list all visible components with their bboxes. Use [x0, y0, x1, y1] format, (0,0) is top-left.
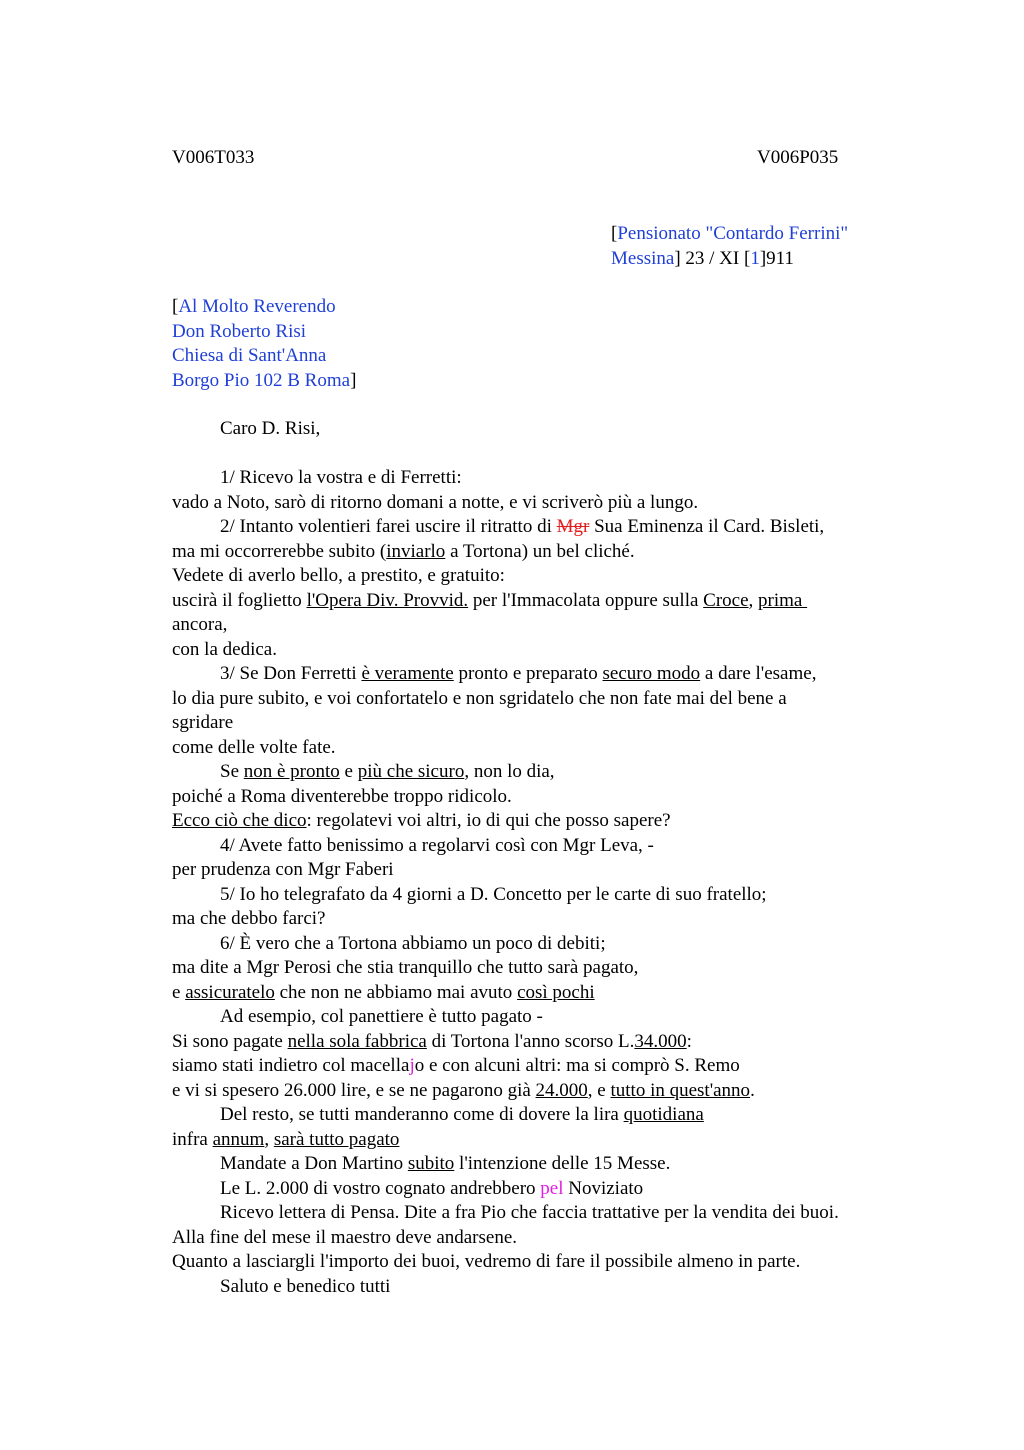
date-year: ]911	[759, 247, 794, 269]
addressee-block	[172, 295, 356, 393]
underlined-text: tutto in quest'anno	[610, 1079, 751, 1101]
bracket: [	[172, 296, 179, 317]
paragraph-6-line: ma dite a Mgr Perosi che stia tranquillo che tutto sarà pagato,	[172, 957, 639, 978]
paragraph-2-line: ancora,	[172, 614, 228, 635]
text: a Tortona) un bel cliché.	[445, 540, 635, 562]
paragraph-6-line: 6/ È vero che a Tortona abbiamo un poco di debiti;	[220, 932, 606, 954]
paragraph-4-line: per prudenza con Mgr Faberi	[172, 859, 394, 880]
underlined-text: non è pronto	[243, 761, 340, 782]
paragraph-2-line	[172, 515, 932, 540]
underlined-text: 24.000	[535, 1079, 588, 1101]
paragraph-1-line: vado a Noto, sarò di ritorno domani a notte, e vi scriverò più a lungo.	[172, 491, 699, 513]
text: ,	[264, 1128, 274, 1150]
paragraph-6-line	[172, 1079, 932, 1104]
text: siamo stati indietro col macella	[172, 1055, 410, 1076]
paragraph-2-line	[172, 589, 932, 614]
text: .	[750, 1079, 755, 1101]
text: , e	[587, 1079, 611, 1101]
text: 2/ Intanto volentieri farei uscire il ritratto di	[220, 516, 557, 537]
struck-text: Mgr	[556, 516, 590, 537]
paragraph-6-line	[172, 1103, 932, 1128]
text: a dare l'esame,	[700, 663, 817, 684]
text: uscirà il foglietto	[172, 589, 307, 611]
underlined-text: prima	[758, 589, 808, 611]
paragraph-6-line	[172, 1128, 932, 1153]
closing-line: Saluto e benedico tutti	[220, 1275, 391, 1297]
text: per l'Immacolata oppure sulla	[468, 589, 704, 611]
text: ,	[748, 589, 759, 611]
document-code-left: V006T033	[172, 147, 255, 168]
sender-line-2	[611, 247, 848, 272]
underlined-text: l'Opera Div. Provvid.	[306, 589, 469, 611]
underlined-text: securo modo	[602, 663, 701, 684]
text: 3/ Se Don Ferretti	[220, 663, 362, 684]
salutation: Caro D. Risi,	[220, 418, 321, 439]
text: ma mi occorrerebbe subito (	[172, 540, 387, 562]
underlined-text: quotidiana	[623, 1104, 704, 1125]
underlined-text: Ecco ciò che dico	[172, 810, 307, 831]
text: infra	[172, 1128, 213, 1150]
text: Mandate a Don Martino	[220, 1153, 408, 1174]
paragraph-3-line	[172, 662, 932, 687]
addressee-address: Borgo Pio 102 B Roma	[172, 369, 351, 391]
date-part: ] 23 / XI [	[674, 247, 751, 269]
paragraph-3-line: poiché a Roma diventerebbe troppo ridicolo.	[172, 785, 512, 807]
underlined-text: così pochi	[517, 981, 595, 1003]
highlighted-text: pel	[540, 1177, 564, 1199]
letter-body	[172, 417, 932, 1299]
paragraph-4-line: 4/ Avete fatto benissimo a regolarvi così con Mgr Leva, -	[220, 834, 654, 856]
underlined-text: nella sola fabbrica	[287, 1030, 427, 1052]
paragraph-3-line: come delle volte fate.	[172, 736, 336, 758]
underlined-text: è veramente	[361, 663, 454, 684]
date-digit: 1	[750, 247, 760, 269]
paragraph-1-line: 1/ Ricevo la vostra e di Ferretti:	[220, 467, 462, 488]
underlined-text: subito	[407, 1153, 455, 1174]
text: Si sono pagate	[172, 1030, 288, 1052]
text: e	[172, 981, 186, 1003]
text: Noviziato	[563, 1177, 644, 1199]
paragraph-6-line: Ad esempio, col panettiere è tutto pagato -	[220, 1006, 543, 1027]
text: Se	[220, 761, 244, 782]
paragraph-3-line	[172, 809, 932, 834]
bracket: [	[611, 223, 618, 244]
underlined-text: Croce	[703, 589, 749, 611]
text: :	[686, 1030, 692, 1052]
underlined-text: più che sicuro	[357, 761, 465, 782]
highlighted-text: j	[409, 1055, 415, 1076]
paragraph-2-line	[172, 540, 932, 565]
underlined-text: inviarlo	[386, 540, 446, 562]
addressee-line-2: Don Roberto Risi	[172, 320, 307, 342]
addressee-line-3: Chiesa di Sant'Anna	[172, 345, 327, 366]
text: che non ne abbiamo mai avuto	[274, 981, 518, 1003]
bracket: ]	[350, 369, 357, 391]
paragraph-5-line: ma che debbo farci?	[172, 908, 326, 929]
document-code-right: V006P035	[757, 147, 839, 168]
text: pronto e preparato	[453, 663, 603, 684]
paragraph-6-line	[172, 981, 932, 1006]
paragraph-6-line	[172, 1030, 932, 1055]
sender-city: Messina	[611, 247, 675, 269]
addressee-line-4	[172, 369, 356, 394]
paragraph-2-line: Vedete di averlo bello, a prestito, e gratuito:	[172, 565, 505, 586]
paragraph-3-line: sgridare	[172, 712, 234, 733]
text: e	[339, 761, 358, 782]
paragraph-6-line	[172, 1054, 932, 1079]
text: Le L. 2.000 di vostro cognato andrebbero	[220, 1177, 541, 1199]
paragraph-6-line: Alla fine del mese il maestro deve andarsene.	[172, 1226, 518, 1248]
sender-block	[611, 222, 848, 271]
text: e vi si spesero 26.000 lire, e se ne pagarono già	[172, 1079, 536, 1101]
underlined-text: sarà tutto pagato	[273, 1128, 400, 1150]
sender-place: Pensionato "Contardo Ferrini"	[617, 223, 849, 244]
text: , non lo dia,	[464, 761, 555, 782]
paragraph-6-line	[172, 1177, 932, 1202]
underlined-text: annum	[212, 1128, 265, 1150]
text: di Tortona l'anno scorso L.	[426, 1030, 635, 1052]
text: Sua Eminenza il Card. Bisleti,	[589, 516, 825, 537]
text: l'intenzione delle 15 Messe.	[454, 1153, 671, 1174]
text: Del resto, se tutti manderanno come di dovere la lira	[220, 1104, 624, 1125]
text: : regolatevi voi altri, io di qui che posso sapere?	[306, 810, 671, 831]
addressee-title: Al Molto Reverendo	[178, 296, 336, 317]
addressee-line-1	[172, 295, 356, 320]
paragraph-6-line	[172, 1152, 932, 1177]
paragraph-2-line: con la dedica.	[172, 638, 277, 660]
underlined-text: assicuratelo	[185, 981, 275, 1003]
underlined-text: 34.000	[634, 1030, 687, 1052]
sender-line-1	[611, 222, 848, 247]
paragraph-5-line: 5/ Io ho telegrafato da 4 giorni a D. Concetto per le carte di suo fratello;	[220, 883, 767, 905]
paragraph-3-line: lo dia pure subito, e voi confortatelo e non sgridatelo che non fate mai del bene a	[172, 687, 787, 709]
paragraph-6-line: Ricevo lettera di Pensa. Dite a fra Pio che faccia trattative per la vendita dei buoi.	[220, 1202, 839, 1223]
text: o e con alcuni altri: ma si comprò S. Remo	[414, 1055, 740, 1076]
paragraph-6-line: Quanto a lasciargli l'importo dei buoi, vedremo di fare il possibile almeno in parte.	[172, 1251, 801, 1272]
paragraph-3-line	[172, 760, 932, 785]
